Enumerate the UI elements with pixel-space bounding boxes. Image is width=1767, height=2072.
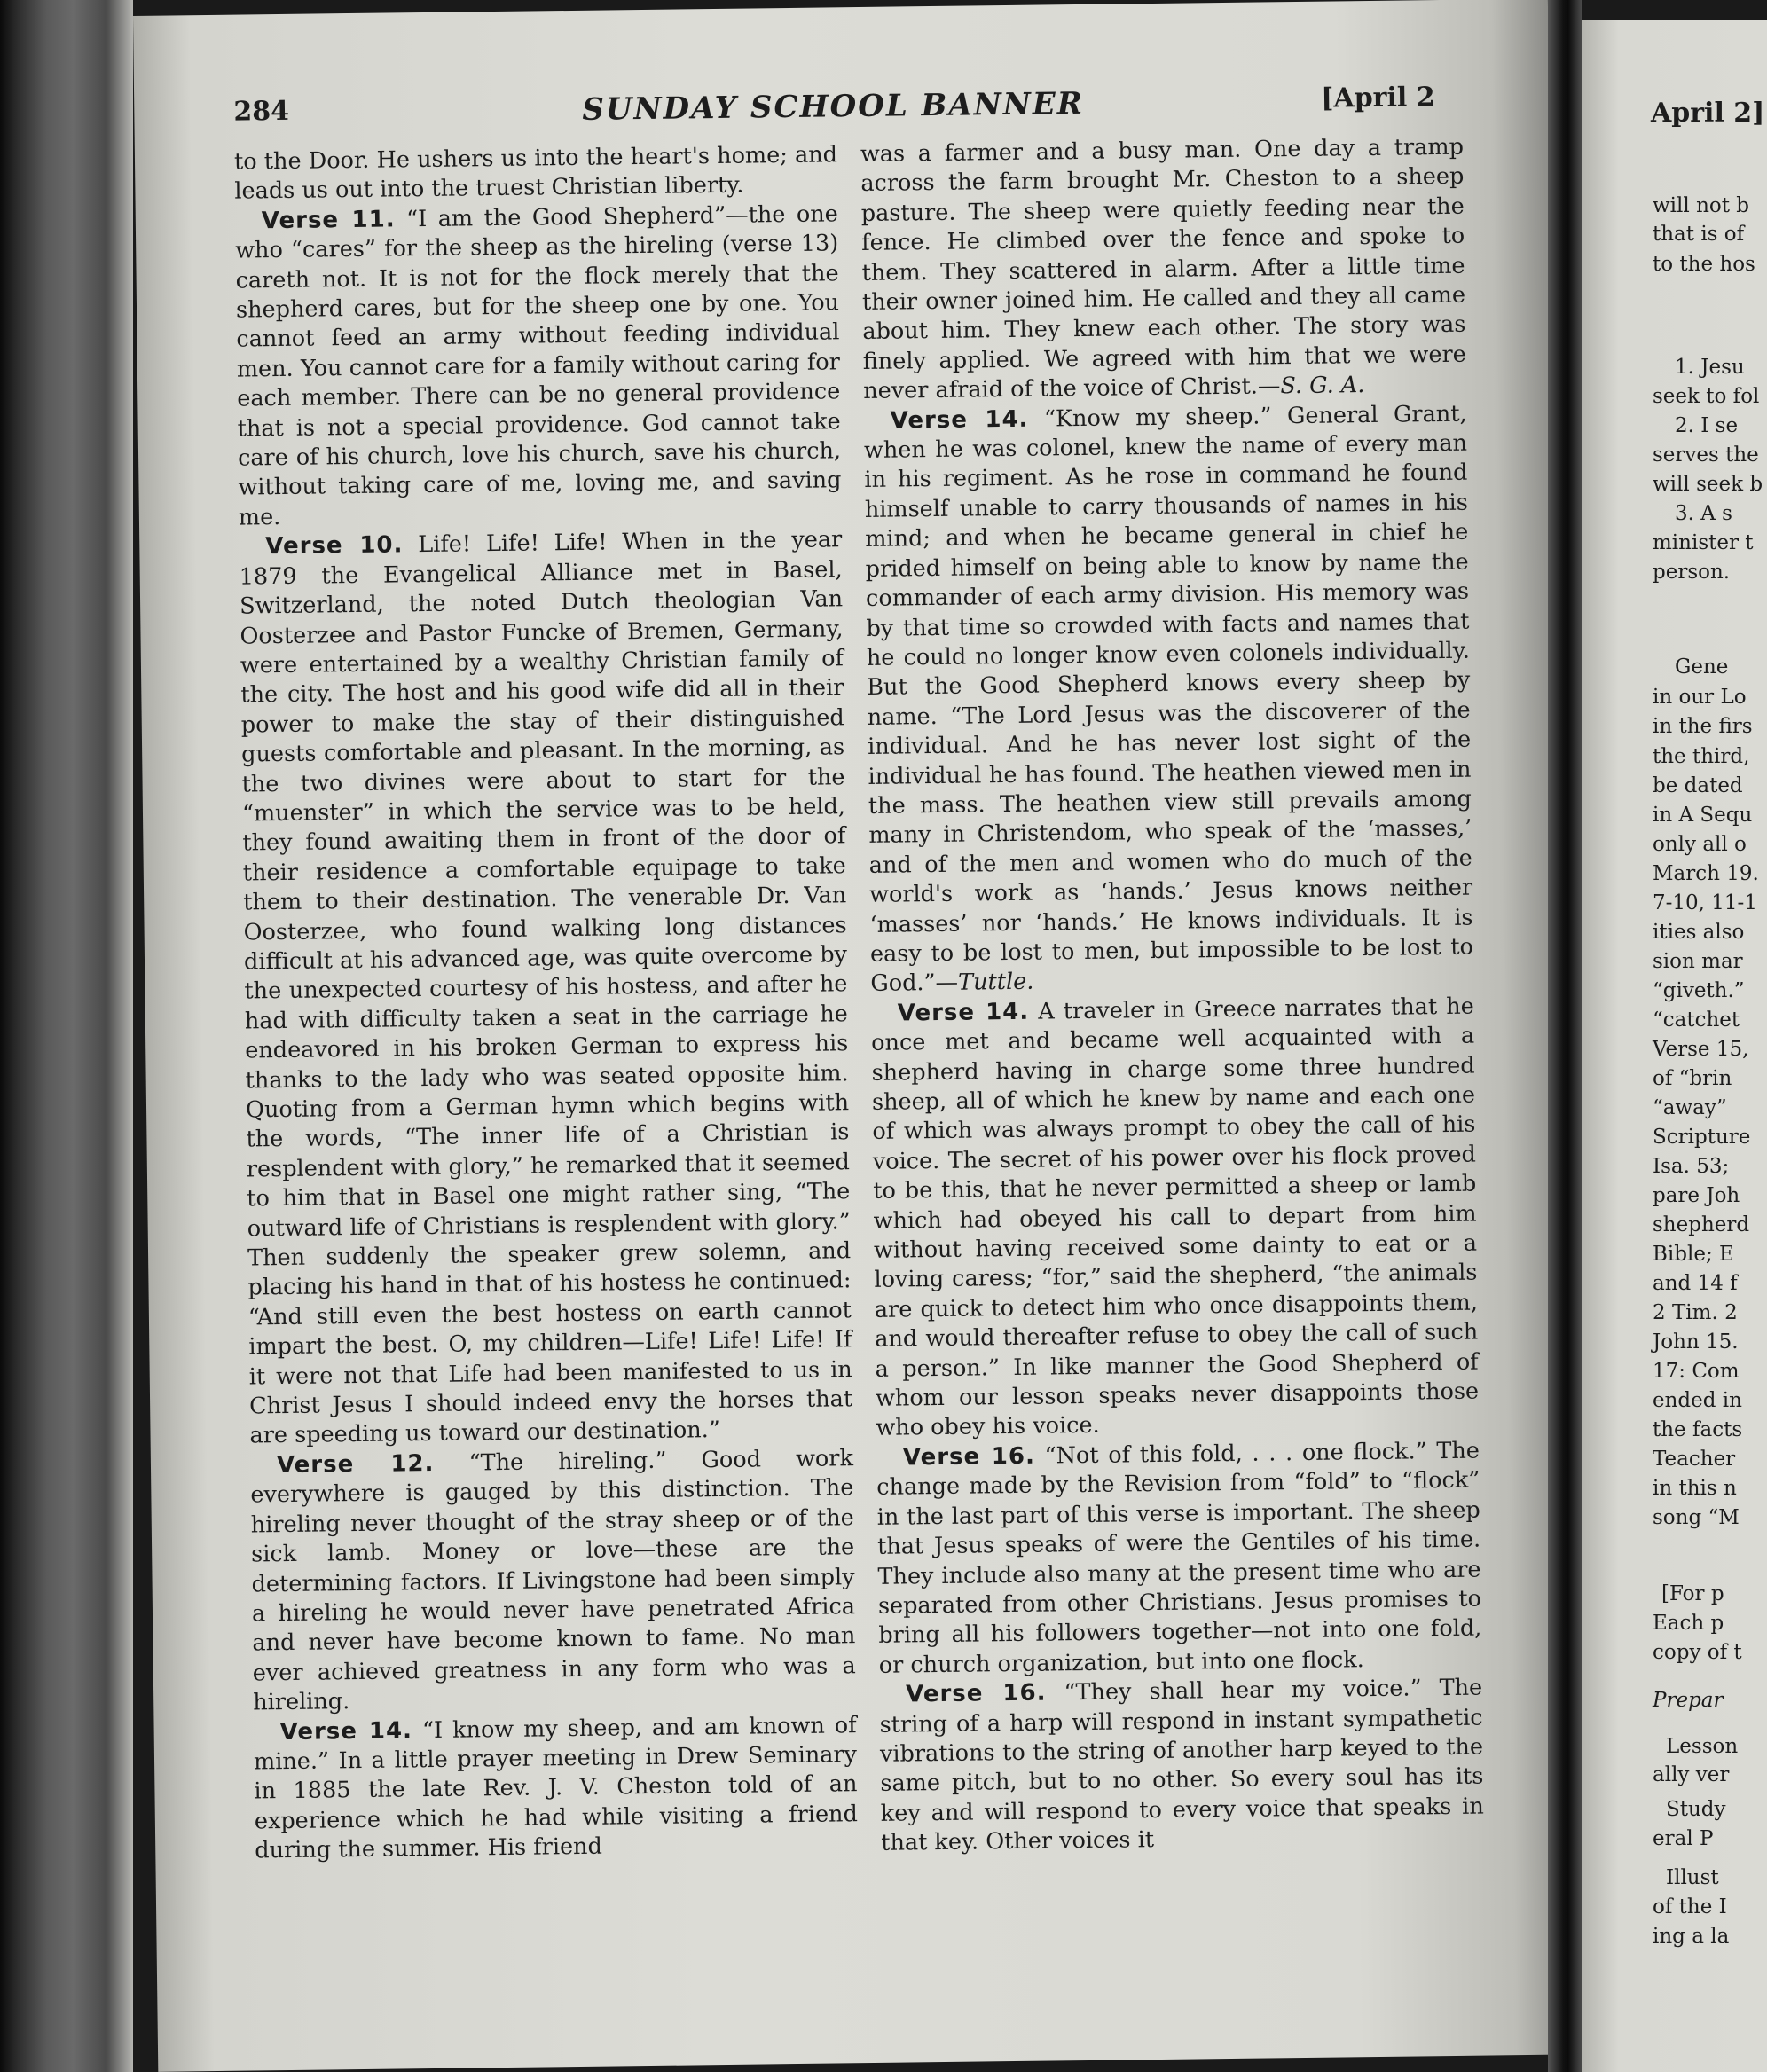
paragraph-text: “I know my sheep, and am known of mine.” In a little prayer meeting in Drew Seminary in 1885 the late Rev. J. V. Cheston told of an experience which he had while visiting a friend during the summer. His friend: [253, 1711, 859, 1864]
facing-page-line-fragment: Scripture: [1653, 1126, 1751, 1149]
facing-page-line-fragment: 3. A s: [1675, 502, 1732, 525]
facing-page-line-fragment: song “M: [1653, 1506, 1740, 1529]
paragraph: [239, 526, 853, 1452]
verse-label: Verse 14.: [897, 998, 1030, 1027]
facing-page-line-fragment: Isa. 53;: [1653, 1155, 1730, 1178]
facing-page-line-fragment: ally ver: [1653, 1763, 1730, 1786]
facing-page-line-fragment: only all o: [1653, 833, 1747, 856]
facing-page-line-fragment: Study: [1666, 1798, 1726, 1821]
verse-label: Verse 10.: [265, 531, 404, 561]
facing-page-line-fragment: Prepar: [1653, 1689, 1724, 1712]
facing-page-line-fragment: March 19.: [1653, 862, 1759, 885]
paragraph: [879, 1674, 1484, 1859]
paragraph: [860, 133, 1467, 407]
facing-page-line-fragment: eral P: [1653, 1827, 1714, 1850]
facing-page-line-fragment: “catchet: [1653, 1009, 1740, 1032]
facing-page-line-fragment: Verse 15,: [1653, 1038, 1749, 1061]
facing-page-line-fragment: ities also: [1653, 921, 1745, 944]
facing-page-header: April 2]: [1651, 98, 1765, 129]
facing-page-line-fragment: 1. Jesu: [1675, 356, 1745, 379]
facing-page-line-fragment: sion mar: [1653, 950, 1743, 973]
facing-page-line-fragment: the third,: [1653, 745, 1750, 768]
facing-page-line-fragment: Each p: [1653, 1612, 1724, 1635]
facing-page-line-fragment: that is of: [1653, 223, 1745, 246]
running-head: SUNDAY SCHOOL BANNER: [582, 85, 1085, 128]
verse-label: Verse 14.: [890, 405, 1029, 435]
left-column: [234, 140, 859, 1866]
facing-page-line-fragment: 2 Tim. 2: [1653, 1301, 1738, 1324]
facing-page-line-fragment: and 14 f: [1653, 1272, 1738, 1295]
paragraph: [876, 1436, 1482, 1681]
signature: S. G. A.: [1280, 372, 1365, 400]
facing-page-line-fragment: will not b: [1653, 194, 1750, 217]
paragraph: [863, 399, 1473, 999]
facing-page-line-fragment: to the hos: [1653, 253, 1755, 276]
signature: Tuttle.: [957, 969, 1034, 997]
facing-page-line-fragment: Illust: [1666, 1866, 1719, 1889]
book-spine: [0, 0, 133, 2072]
facing-page-line-fragment: Bible; E: [1653, 1243, 1734, 1266]
right-column: [860, 133, 1485, 1859]
facing-page-line-fragment: ended in: [1653, 1389, 1742, 1412]
facing-page-line-fragment: of “brin: [1653, 1067, 1732, 1090]
facing-page-line-fragment: person.: [1653, 561, 1731, 584]
facing-page-line-fragment: 17: Com: [1653, 1360, 1740, 1383]
paragraph-text: “Not of this fold, . . . one flock.” The change made by the Revision from “fold” to “flock” in the last part of this verse is important. The sheep that Jesus speaks of were the Gentiles of his time. They include also many at the present time who are separated from other Christians. Jesus promises to bring all his followers together—not into one fold, or church organization, but into one flock.: [876, 1437, 1482, 1679]
verse-label: Verse 12.: [276, 1449, 435, 1479]
paragraph: [253, 1711, 858, 1866]
facing-page: [1582, 20, 1767, 2072]
facing-page-line-fragment: Teacher: [1653, 1448, 1736, 1471]
facing-page-line-fragment: minister t: [1653, 531, 1754, 554]
paragraph-text: “Know my sheep.” General Grant, when he was colonel, knew the name of every man in his regiment. As he rose in command he found himself unable to carry thousands of names in his mind; and when he became general in chief he prided himself on being able to know by name the commander of each army division. His memory was by that time so crowded with facts and names that he could no longer know even colonels individually. But the Good Shepherd knows every sheep by name. “The Lord Jesus was the discoverer of the individual. And he has never lost sight of the individual he has found. The heathen viewed men in the mass. The heathen view still prevails among many in Christendom, who speak of the ‘masses,’ and of the men and women who do much of the world's work as ‘hands.’ Jesus knows neither ‘masses’ nor ‘hands.’ He knows individuals. It is easy to be lost to men, but impossible to be lost to God.”—: [863, 400, 1474, 998]
paragraph-text: “The hireling.” Good work everywhere is gauged by this distinction. The hireling never thought of the stray sheep or of the sick lamb. Money or love—these are the determining factors. If Livingstone had been simply a hireling he would never have penetrated Africa and never have become known to fame. No man ever achieved greatness in any form who was a hireling.: [250, 1445, 856, 1716]
facing-page-line-fragment: in this n: [1653, 1477, 1737, 1500]
left-page: [133, 0, 1573, 2072]
facing-page-line-fragment: ing a la: [1653, 1925, 1730, 1948]
facing-page-line-fragment: 7-10, 11-1: [1653, 891, 1757, 914]
paragraph-text: “I am the Good Shepherd”—the one who “cares” for the sheep as the hireling (verse 13) careth not. It is not for the flock merely that the shepherd cares, but for the sheep one by one. You cannot feed an army without feeding individual men. You cannot care for a family without caring for each member. There can be no general providence that is not a special providence. God cannot take care of his church, love his church, save his church, without taking care of me, loving me, and saving me.: [235, 200, 842, 531]
header-date: [April 2: [1321, 82, 1435, 114]
verse-label: Verse 11.: [261, 206, 396, 235]
facing-page-line-fragment: in our Lo: [1653, 686, 1747, 709]
book-gutter: [1548, 0, 1582, 2072]
facing-page-line-fragment: serves the: [1653, 443, 1759, 467]
facing-page-line-fragment: [For p: [1661, 1582, 1724, 1605]
facing-page-line-fragment: of the I: [1653, 1895, 1727, 1919]
facing-page-line-fragment: John 15.: [1653, 1330, 1739, 1354]
facing-page-line-fragment: will seek b: [1653, 473, 1763, 496]
facing-page-line-fragment: in the firs: [1653, 715, 1753, 738]
verse-label: Verse 16.: [902, 1442, 1036, 1472]
facing-page-line-fragment: pare Joh: [1653, 1184, 1740, 1207]
facing-page-line-fragment: 2. I se: [1675, 414, 1739, 437]
facing-page-line-fragment: be dated: [1653, 774, 1743, 797]
paragraph-text: “They shall hear my voice.” The string of a harp will respond in instant sympathetic vibrations to the string of another harp keyed to the same pitch, but to no other. So every soul has its key and will respond to every voice that speaks in that key. Other voices it: [879, 1674, 1484, 1857]
facing-page-line-fragment: Gene: [1675, 655, 1729, 679]
facing-page-line-fragment: “away”: [1653, 1096, 1727, 1119]
paragraph: [871, 992, 1480, 1443]
facing-page-line-fragment: copy of t: [1653, 1641, 1742, 1664]
paragraph: [250, 1444, 857, 1718]
verse-label: Verse 14.: [279, 1716, 413, 1746]
paragraph-text: Life! Life! Life! When in the year 1879 the Evangelical Alliance met in Basel, Switzerland, the noted Dutch theologian Van Oosterzee and Pastor Funcke of Bremen, Germany, were entertained by a wealthy Christian family of the city. The host and his good wife did all in their power to make the stay of their distinguished guests comfortable and pleasant. In the morning, as the two divines were about to start for the “muenster” in which the service was to be held, they found awaiting them in front of the door of their residence a comfortable equipage to take them to their destination. The venerable Dr. Van Oosterzee, who found walking long distances difficult at his advanced age, was quite overcome by the unexpected courtesy of his hostess, and after he had with difficulty taken a seat in the carriage he endeavored in his broken German to express his thanks to the lady who was seated opposite him. Quoting from a German hymn which begins with the words, “The inner life of a Christian is resplendent with glory,” he remarked that it seemed to him that in Basel one might rather sing, “The outward life of Christians is resplendent with glory.” Then suddenly the speaker grew solemn, and placing his hand in that of his hostess he continued: “And still even the best hostess on earth cannot impart the best. O, my children—Life! Life! Life! If it were not that Life had been manifested to us in Christ Jesus I should indeed envy the horses that are speeding us toward our destination.”: [239, 526, 853, 1449]
facing-page-line-fragment: “giveth.”: [1653, 979, 1745, 1002]
verse-label: Verse 16.: [906, 1679, 1047, 1708]
page-number: 284: [233, 95, 290, 128]
paragraph: [235, 200, 842, 533]
facing-page-line-fragment: in A Sequ: [1653, 804, 1753, 827]
paragraph-text: was a farmer and a busy man. One day a tramp across the farm brought Mr. Cheston to a sheep pasture. The sheep were quietly feeding near the fence. He climbed over the fence and spoke to them. They scattered in alarm. After a little time their owner joined him. He called and they all came about him. They knew each other. The story was finely applied. We agreed with him that we were never afraid of the voice of Christ.—: [860, 133, 1466, 405]
facing-page-line-fragment: the facts: [1653, 1418, 1743, 1441]
facing-page-line-fragment: shepherd: [1653, 1213, 1750, 1236]
facing-page-line-fragment: seek to fol: [1653, 385, 1760, 408]
facing-page-line-fragment: Lesson: [1666, 1735, 1739, 1758]
paragraph-text: A traveler in Greece narrates that he once met and became well acquainted with a shepherd having in charge some three hundred sheep, all of which he knew by name and each one of which was always prompt to obey the call of his voice. The secret of his power over his flock proved to be this, that he never permitted a sheep or lamb which had obeyed his call to depart from him without having received some dainty to eat or a loving caress; “for,” said the shepherd, “the animals are quick to detect him who once disappoints them, and would thereafter refuse to obey the call of such a person.” In like manner the Good Shepherd of whom our lesson speaks never disappoints those who obey his voice.: [871, 993, 1480, 1442]
paragraph: to the Door. He ushers us into the heart's home; and leads us out into the truest Christian liberty.: [233, 141, 838, 206]
